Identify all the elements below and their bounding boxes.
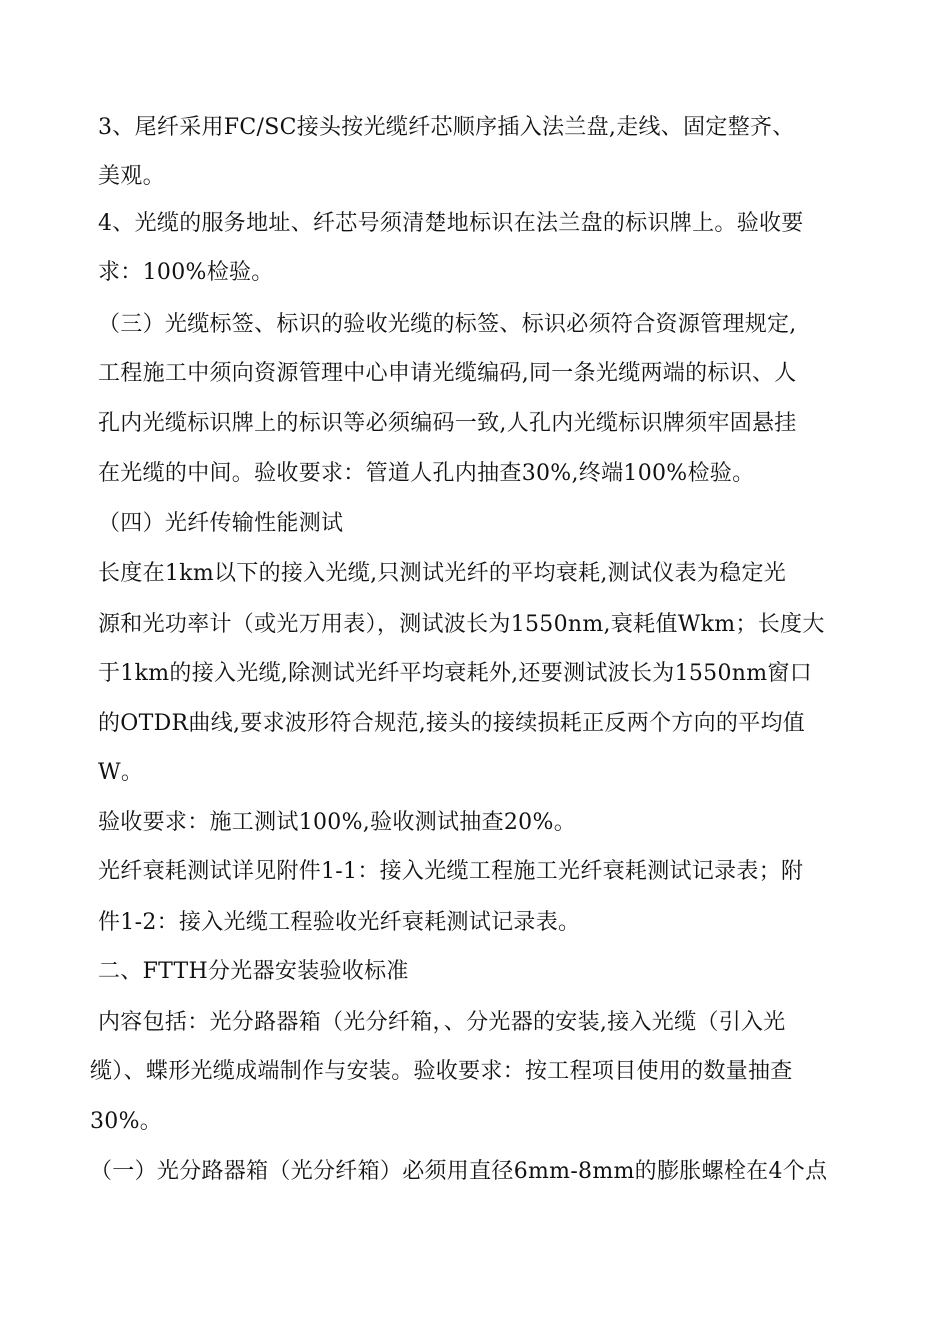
text-line-3: 4、光缆的服务地址、纤芯号须清楚地标识在法兰盘的标识牌上。验收要 (98, 211, 804, 236)
text-line-13: 的OTDR曲线,要求波形符合规范,接头的接续损耗正反两个方向的平均值 (98, 711, 806, 736)
text-line-5: （三）光缆标签、标识的验收光缆的标签、标识必须符合资源管理规定, (98, 312, 797, 337)
text-line-21: 30%。 (90, 1109, 163, 1134)
text-line-11: 源和光功率计（或光万用表），测试波长为1550nm,衰耗值Wkm；长度大 (98, 612, 825, 637)
text-line-10: 长度在1km以下的接入光缆,只测试光纤的平均衰耗,测试仪表为稳定光 (98, 561, 787, 586)
text-line-6: 工程施工中须向资源管理中心申请光缆编码,同一条光缆两端的标识、人 (98, 361, 797, 386)
text-line-4: 求：100%检验。 (98, 260, 274, 285)
text-line-9: （四）光纤传输性能测试 (98, 511, 344, 536)
text-line-22: （一）光分路器箱（光分纤箱）必须用直径6mm-8mm的膨胀螺栓在4个点 (90, 1159, 828, 1184)
text-line-16: 光纤衰耗测试详见附件1-1：接入光缆工程施工光纤衰耗测试记录表；附 (98, 859, 804, 884)
text-line-1: 3、尾纤采用FC/SC接头按光缆纤芯顺序插入法兰盘,走线、固定整齐、 (98, 115, 795, 140)
text-line-14: W。 (98, 760, 144, 785)
text-line-7: 孔内光缆标识牌上的标识等必须编码一致,人孔内光缆标识牌须牢固悬挂 (98, 411, 797, 436)
text-line-20: 缆）、蝶形光缆成端制作与安装。验收要求：按工程项目使用的数量抽查 (90, 1059, 793, 1084)
text-line-15: 验收要求：施工测试100%,验收测试抽查20%。 (98, 810, 576, 835)
text-line-17: 件1-2：接入光缆工程验收光纤衰耗测试记录表。 (98, 910, 581, 935)
text-line-19: 内容包括：光分路器箱（光分纤箱，、分光器的安装,接入光缆（引入光 (98, 1010, 786, 1035)
text-line-18: 二、FTTH分光器安装验收标准 (98, 959, 409, 984)
text-line-2: 美观。 (98, 164, 165, 189)
text-line-12: 于1km的接入光缆,除测试光纤平均衰耗外,还要测试波长为1550nm窗口 (98, 661, 812, 686)
text-line-8: 在光缆的中间。验收要求：管道人孔内抽查30%,终端100%检验。 (98, 461, 755, 486)
